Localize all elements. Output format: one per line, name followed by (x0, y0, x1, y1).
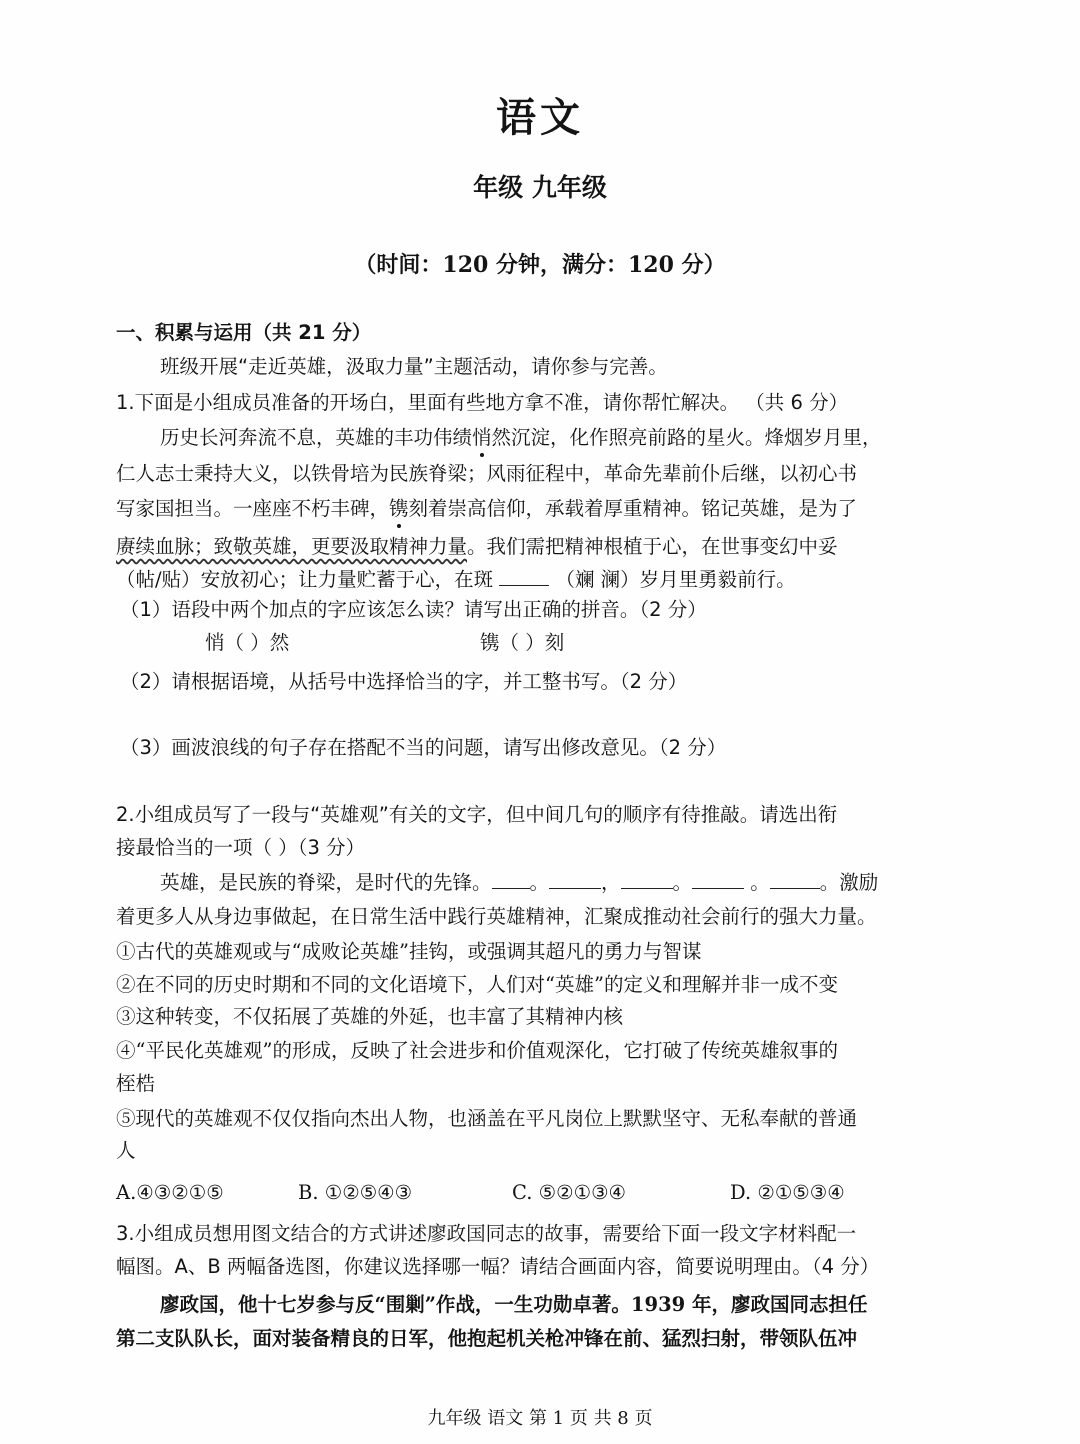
pinyin-blank-1[interactable]: 悄（ ）然 (205, 631, 290, 654)
q3-stem: 幅图。A、B 两幅备选图，你建议选择哪一幅？请结合画面内容，简要说明理由。（4 分） (116, 1255, 880, 1278)
q2-item: ④“平民化英雄观”的形成，反映了社会进步和价值观深化，它打破了传统英雄叙事的 (116, 1039, 838, 1062)
q1-passage-text: 历史长河奔流不息，英雄的丰功伟绩 (160, 426, 473, 449)
q1-passage-line (116, 532, 838, 562)
q1-stem: 1.下面是小组成员准备的开场白，里面有些地方拿不准，请你帮忙解决。 （共 6 分） (116, 391, 849, 414)
sentence-blank[interactable] (549, 868, 601, 889)
q2-item: ②在不同的历史时期和不同的文化语境下，人们对“英雄”的定义和理解并非一成不变 (116, 973, 838, 996)
q1-passage-text: 写家国担当。一座座不朽丰碑， (116, 497, 390, 520)
option-a[interactable]: A.④③②①⑤ (116, 1181, 224, 1204)
pinyin-blank-2[interactable]: 镌（ ）刻 (480, 631, 565, 654)
option-c[interactable]: C. ⑤②①③④ (512, 1181, 627, 1204)
q2-passage-text: 英雄，是民族的脊梁，是时代的先锋。 (160, 871, 492, 894)
q2-item: ⑤现代的英雄观不仅仅指向杰出人物，也涵盖在平凡岗位上默默坚守、无私奉献的普通 (116, 1107, 858, 1130)
q1-subquestion-2: （2）请根据语境，从括号中选择恰当的字，并工整书写。（2 分） (120, 670, 688, 693)
dotted-char: 镌 (389, 494, 409, 524)
q1-passage-text: （斓 澜）岁月里勇毅前行。 (555, 568, 796, 591)
answer-blank[interactable] (499, 565, 549, 586)
q1-passage-line (160, 423, 882, 453)
option-b[interactable]: B. ①②⑤④③ (298, 1181, 413, 1204)
q1-passage-line: 仁人志士秉持大义，以铁骨培为民族脊梁；风雨征程中，革命先辈前仆后继，以初心书 (116, 462, 858, 485)
q2-passage-line: 着更多人从身边事做起，在日常生活中践行英雄精神，汇聚成推动社会前行的强大力量。 (116, 905, 877, 928)
q1-passage-line (116, 565, 796, 595)
q2-passage-line: 英雄，是民族的脊梁，是时代的先锋。 。 ， 。 。 。激励 (160, 868, 878, 898)
q1-subquestion-1: （1）语段中两个加点的字应该怎么读？请写出正确的拼音。（2 分） (120, 598, 707, 621)
page-footer: 九年级 语文 第 1 页 共 8 页 (427, 1408, 653, 1429)
section-intro: 班级开展“走近英雄，汲取力量”主题活动，请你参与完善。 (160, 355, 668, 378)
q2-item: ①古代的英雄观或与“成败论英雄”挂钩，或强调其超凡的勇力与智谋 (116, 940, 702, 963)
grade-label: 年级 九年级 (473, 173, 607, 202)
dotted-char: 悄 (472, 423, 492, 453)
option-d[interactable]: D. ②①⑤③④ (730, 1181, 845, 1204)
q3-stem: 3.小组成员想用图文结合的方式讲述廖政国同志的故事，需要给下面一段文字材料配一 (116, 1222, 857, 1245)
q2-stem: 2.小组成员写了一段与“英雄观”有关的文字，但中间几句的顺序有待推敲。请选出衔 (116, 803, 838, 826)
sentence-blank[interactable] (621, 868, 673, 889)
q2-stem: 接最恰当的一项（ ）（3 分） (116, 836, 366, 859)
q2-item: 人 (116, 1139, 136, 1162)
sentence-blank[interactable] (770, 868, 820, 889)
q1-passage-text: 然沉淀，化作照亮前路的星火。烽烟岁月里， (491, 426, 882, 449)
section-heading: 一、积累与运用（共 21 分） (116, 321, 372, 344)
q1-passage-text: 刻着崇高信仰，承载着厚重精神。铭记英雄，是为了 (408, 497, 858, 520)
q3-passage-line: 廖政国，他十七岁参与反“围剿”作战，一生功勋卓著。1939 年，廖政国同志担任 (160, 1293, 868, 1316)
wavy-underlined-sentence: 赓续血脉；致敬英雄，更要汲取精神力量 (116, 535, 468, 558)
q2-passage-text: 激励 (839, 871, 879, 894)
q2-item: 桎梏 (116, 1072, 156, 1095)
q1-passage-text: 。我们需把精神根植于心，在世事变幻中妥 (467, 535, 838, 558)
q2-item: ③这种转变，不仅拓展了英雄的外延，也丰富了其精神内核 (116, 1005, 624, 1028)
q1-subquestion-3: （3）画波浪线的句子存在搭配不当的问题，请写出修改意见。（2 分） (120, 736, 727, 759)
q3-passage-line: 第二支队队长，面对装备精良的日军，他抱起机关枪冲锋在前、猛烈扫射，带领队伍冲 (116, 1327, 858, 1350)
sentence-blank[interactable] (492, 868, 530, 889)
sentence-blank[interactable] (692, 868, 744, 889)
time-info: （时间：120 分钟，满分：120 分） (354, 252, 726, 278)
page-title: 语文 (496, 94, 584, 141)
q1-passage-text: （帖/贴）安放初心；让力量贮蓄于心，在斑 (116, 568, 494, 591)
q1-passage-line (116, 494, 857, 524)
